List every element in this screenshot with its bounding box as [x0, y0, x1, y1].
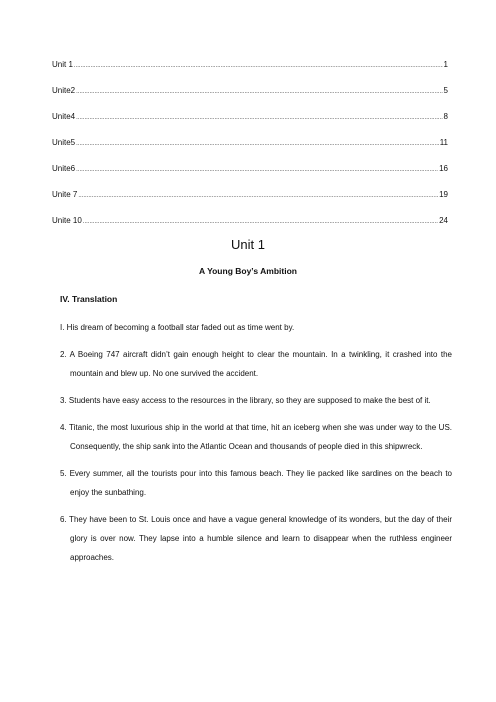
- unit-title: Unit 1: [231, 237, 265, 252]
- toc-entry-page: 1: [443, 60, 448, 69]
- translation-item: I. His dream of becoming a football star faded out as time went by.: [60, 323, 295, 332]
- toc-entry-page: 19: [439, 190, 448, 199]
- toc-entry[interactable]: [52, 182, 448, 208]
- toc-entry[interactable]: [52, 208, 448, 234]
- toc-entry-label: Unite 7: [52, 190, 78, 199]
- toc-entry-label: Unite6: [52, 164, 76, 173]
- translation-item: 3. Students have easy access to the resources in the library, so they are supposed to make the best of it.: [60, 396, 431, 405]
- toc-entry-page: 24: [439, 216, 448, 225]
- section-heading: IV. Translation: [60, 294, 118, 304]
- toc-leader-dots: [76, 130, 439, 157]
- toc-entry-page: 16: [439, 164, 448, 173]
- toc-entry-page: 8: [443, 112, 448, 121]
- translation-item: 2. A Boeing 747 aircraft didn’t gain enough height to clear the mountain. In a twinkling, it crashed into the mountain and blew up. No one survived the accident.: [60, 350, 452, 378]
- toc-entry[interactable]: [52, 156, 448, 182]
- toc-entry[interactable]: [52, 52, 448, 78]
- toc-entry-label: Unite2: [52, 86, 76, 95]
- toc-leader-dots: [76, 156, 438, 183]
- toc-entry-label: Unite 10: [52, 216, 82, 225]
- translation-list: [60, 318, 452, 573]
- toc-entry-label: Unit 1: [52, 60, 73, 69]
- toc-leader-dots: [76, 104, 442, 131]
- toc-leader-dots: [78, 182, 438, 209]
- toc-entry-label: Unite4: [52, 112, 76, 121]
- toc-entry[interactable]: [52, 104, 448, 130]
- toc-entry[interactable]: [52, 130, 448, 156]
- translation-item: 4. Titanic, the most luxurious ship in the world at that time, hit an iceberg when she was under way to the US. Consequently, the ship sank into the Atlantic Ocean and thousands of people died in this shipwreck.: [60, 423, 452, 451]
- toc-entry[interactable]: [52, 78, 448, 104]
- toc-entry-label: Unite5: [52, 138, 76, 147]
- table-of-contents: [52, 52, 448, 234]
- toc-leader-dots: [74, 52, 443, 79]
- toc-leader-dots: [76, 78, 442, 105]
- translation-item: 5. Every summer, all the tourists pour into this famous beach. They lie packed like sardines on the beach to enjoy the sunbathing.: [60, 469, 452, 497]
- lesson-title: A Young Boy’s Ambition: [199, 266, 297, 276]
- toc-entry-page: 11: [439, 138, 448, 147]
- toc-leader-dots: [83, 208, 438, 235]
- translation-item: 6. They have been to St. Louis once and have a vague general knowledge of its wonders, but the day of their glory is over now. They lapse into a humble silence and learn to disappear when the ruthless engineer approaches.: [60, 515, 452, 562]
- toc-entry-page: 5: [443, 86, 448, 95]
